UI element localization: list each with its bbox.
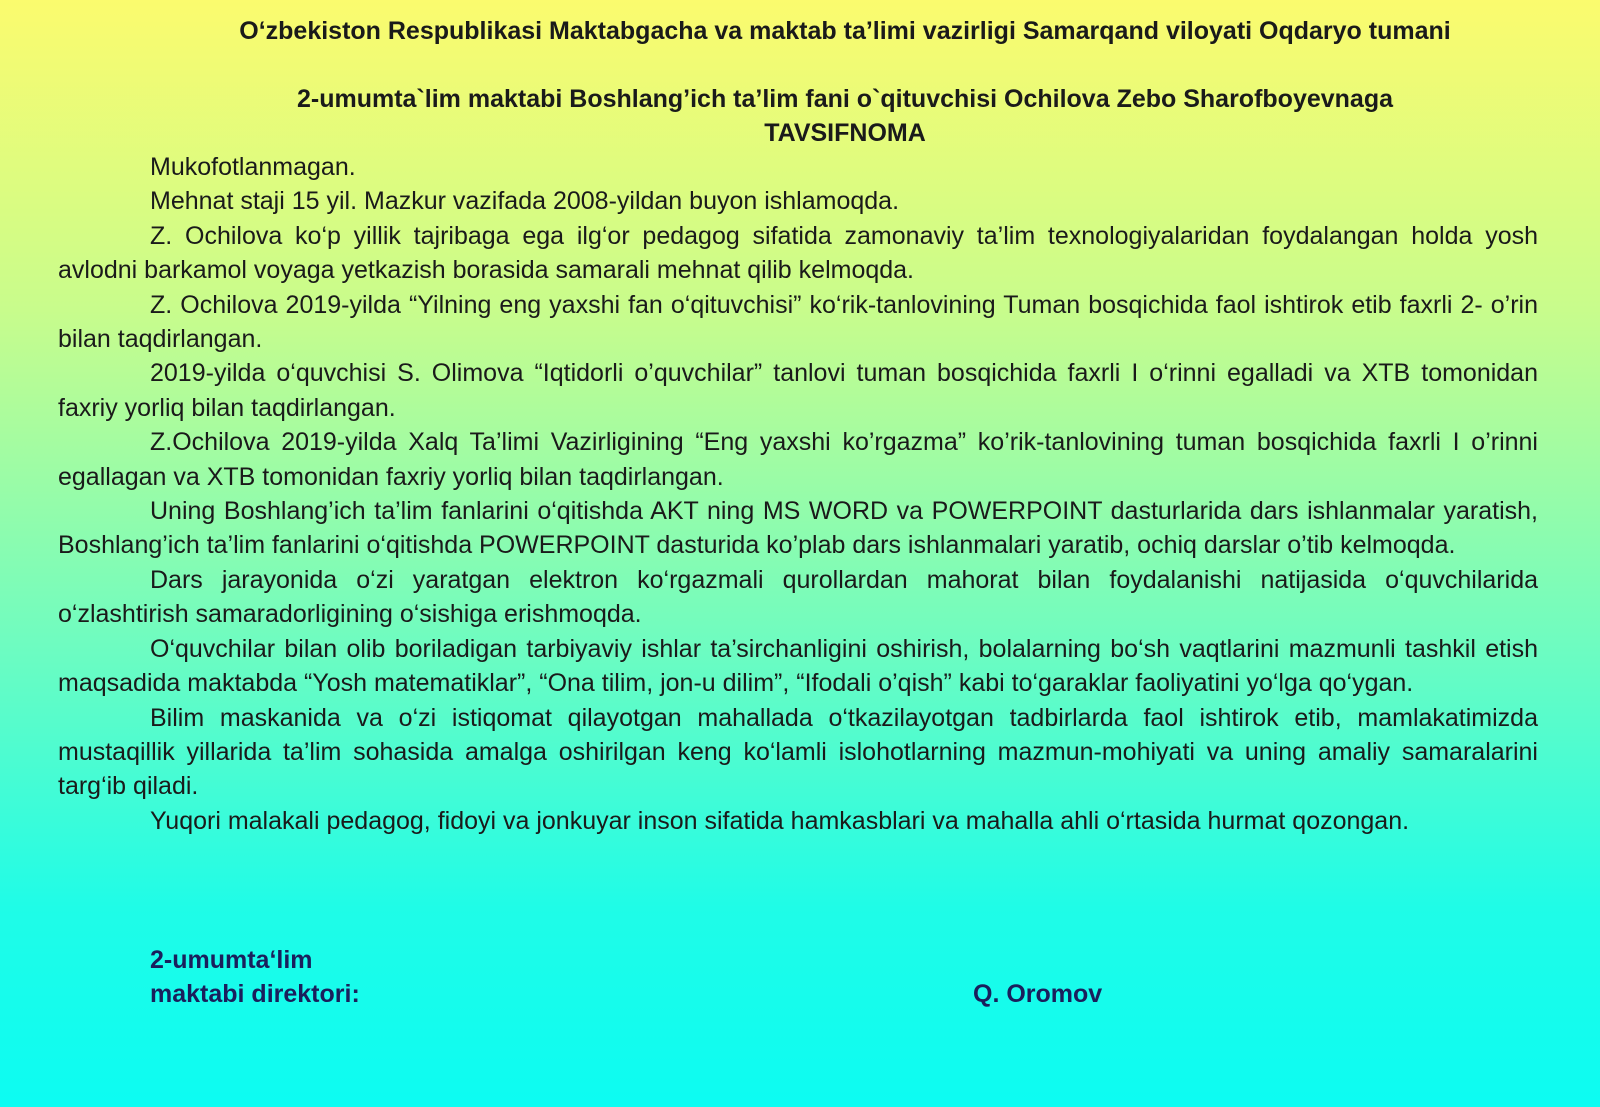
paragraph-community: Bilim maskanida va o‘zi istiqomat qilayotgan mahallada o‘tkazilayotgan tadbirlarda faol ishtirok etib, mamlakatimizda mustaqillik yillarida ta’lim sohasida amalga oshirilgan keng ko‘lamli islohotlarning mazmun-mohiyati va uning amaliy samaralarini targ‘ib qiladi. bbox=[58, 703, 1538, 801]
paragraph-experience: Mehnat staji 15 yil. Mazkur vazifada 2008-yildan buyon ishlamoqda. bbox=[150, 187, 900, 216]
document-title: TAVSIFNOMA bbox=[764, 119, 926, 147]
paragraph-clubs: O‘quvchilar bilan olib boriladigan tarbiyaviy ishlar ta’sirchanligini oshirish, bolalarning bo‘sh vaqtlarini mazmunli tashkil etish maqsadida maktabda “Yosh matematiklar”, “Ona tilim, jon-u dilim”, “Ifodali o’qish” kabi to‘garaklar faoliyatini yo‘lga qo‘ygan. bbox=[58, 634, 1538, 698]
signature-school: 2-umumta‘lim bbox=[150, 946, 313, 974]
signature-name: Q. Oromov bbox=[973, 980, 1103, 1009]
paragraph-awards: Mukofotlanmagan. bbox=[150, 153, 356, 181]
paragraph-pedagogy: Z. Ochilova ko‘p yillik tajribaga ega ilg‘or pedagog sifatida zamonaviy ta’lim texnologiyalaridan foydalangan holda yosh avlodni barkamol voyaga yetkazish borasida samarali mehnat qilib kelmoqda. bbox=[58, 221, 1538, 285]
paragraph-teaching-aids: Dars jarayonida o‘zi yaratgan elektron ko‘rgazmali qurollardan mahorat bilan foydalanishi natijasida o‘quvchilarida o‘zlashtirish samaradorligining o‘sishiga erishmoqda. bbox=[58, 565, 1538, 629]
header-organization: O‘zbekiston Respublikasi Maktabgacha va maktab ta’limi vazirligi Samarqand viloyati Oqdaryo tumani bbox=[239, 17, 1451, 45]
signature-block bbox=[150, 943, 1150, 1011]
paragraph-respect: Yuqori malakali pedagog, fidoyi va jonkuyar inson sifatida hamkasblari va mahalla ahli o‘rtasida hurmat qozongan. bbox=[150, 806, 1410, 835]
paragraph-student-award: 2019-yilda o‘quvchisi S. Olimova “Iqtidorli o’quvchilar” tanlovi tuman bosqichida faxrli I o‘rinni egalladi va XTB tomonidan faxriy yorliq bilan taqdirlangan. bbox=[58, 359, 1538, 422]
header-recipient: 2-umumta`lim maktabi Boshlang’ich ta’lim fani o`qituvchisi Ochilova Zebo Sharofboyevnaga bbox=[296, 85, 1394, 113]
document-body bbox=[58, 150, 1538, 838]
paragraph-exhibition-award: Z.Ochilova 2019-yilda Xalq Ta’limi Vazirligining “Eng yaxshi ko’rgazma” ko’rik-tanlovining tuman bosqichida faxrli I o’rinni egallagan va XTB tomonidan faxriy yorliq bilan taqdirlangan. bbox=[58, 428, 1538, 491]
paragraph-ict-usage: Uning Boshlang’ich ta’lim fanlarini o‘qitishda AKT ning MS WORD va POWERPOINT dasturlarida dars ishlanmalar yaratish, Boshlang’ich ta’lim fanlarini o‘qitishda POWERPOINT dasturida ko’plab dars ishlanmalari yaratib, ochiq darslar o’tib kelmoqda. bbox=[58, 497, 1538, 560]
paragraph-contest-2019: Z. Ochilova 2019-yilda “Yilning eng yaxshi fan o‘qituvchisi” ko‘rik-tanlovining Tuman bosqichida faol ishtirok etib faxrli 2- o’rin bilan taqdirlangan. bbox=[58, 290, 1538, 354]
signature-position: maktabi direktori: bbox=[150, 980, 360, 1009]
